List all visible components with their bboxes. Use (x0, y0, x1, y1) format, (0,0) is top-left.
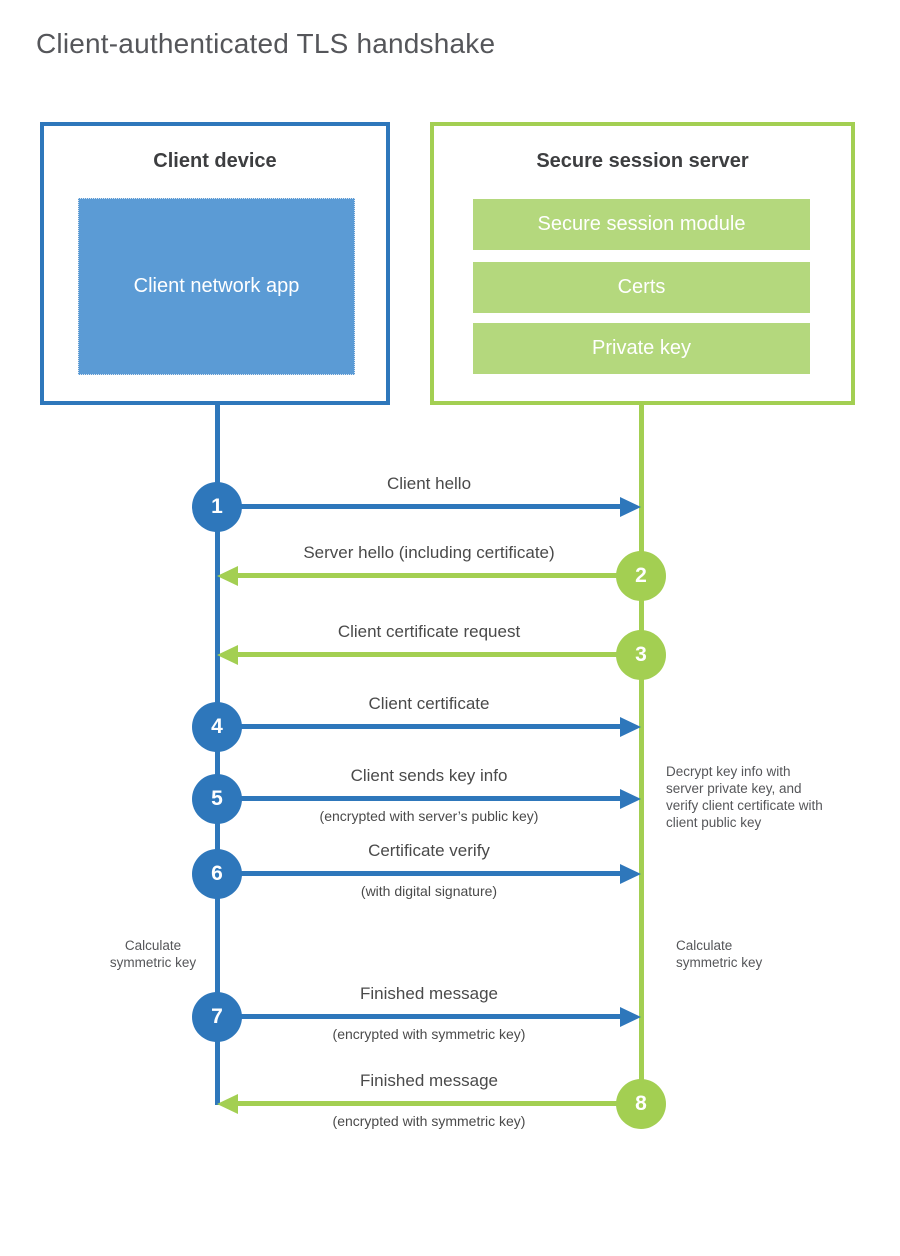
private-key-bar: Private key (473, 323, 810, 374)
arrow-shaft (218, 796, 625, 801)
arrow-head-icon (620, 1007, 641, 1027)
step-number-badge: 5 (192, 774, 242, 824)
message-label: Server hello (including certificate) (303, 543, 555, 562)
client-network-app-box (78, 198, 355, 375)
page-title: Client-authenticated TLS handshake (36, 28, 496, 59)
message-arrow (218, 789, 640, 809)
arrow-shaft (218, 724, 625, 729)
arrow-shaft (233, 652, 640, 657)
arrow-shaft (233, 573, 640, 578)
step-number-badge: 3 (616, 630, 666, 680)
message-arrow (218, 645, 640, 665)
message-label: Client sends key info (350, 766, 508, 785)
message-label: Client hello (386, 474, 472, 493)
client-device-heading: Client device (153, 150, 277, 172)
step-number-badge: 7 (192, 992, 242, 1042)
message-arrow (218, 864, 640, 884)
step-number-badge: 4 (192, 702, 242, 752)
calculate-symmetric-key-client: Calculate symmetric key (109, 938, 197, 970)
arrow-head-icon (620, 497, 641, 517)
message-label: Finished message (360, 1071, 498, 1090)
arrow-shaft (233, 1101, 640, 1106)
message-label: Certificate verify (368, 841, 490, 860)
message-label: Client certificate request (337, 622, 521, 641)
step-number-badge: 6 (192, 849, 242, 899)
step-number-badge: 1 (192, 482, 242, 532)
calculate-symmetric-key-server: Calculate symmetric key (676, 938, 763, 970)
arrow-shaft (218, 871, 625, 876)
secure-session-module-bar: Secure session module (473, 199, 810, 250)
client-device-box (40, 122, 390, 405)
secure-session-server-heading: Secure session server (536, 150, 749, 172)
client-network-app-label: Client network app (133, 275, 300, 297)
message-arrow (218, 1007, 640, 1027)
message-arrow (218, 566, 640, 586)
arrow-shaft (218, 1014, 625, 1019)
message-label: Client certificate (368, 694, 490, 713)
certs-bar: Certs (473, 262, 810, 313)
message-arrow (218, 717, 640, 737)
arrow-head-icon (217, 566, 238, 586)
message-sublabel: (encrypted with symmetric key) (332, 1026, 526, 1042)
message-sublabel: (with digital signature) (360, 883, 498, 899)
arrow-head-icon (620, 717, 641, 737)
message-sublabel: (encrypted with symmetric key) (332, 1113, 526, 1129)
message-label: Finished message (360, 984, 498, 1003)
arrow-head-icon (217, 645, 238, 665)
message-arrow (218, 497, 640, 517)
arrow-head-icon (620, 864, 641, 884)
arrow-head-icon (217, 1094, 238, 1114)
decrypt-note: Decrypt key info with server private key, and verify client certificate with client public key (666, 764, 823, 830)
message-sublabel: (encrypted with server’s public key) (319, 808, 539, 824)
step-number-badge: 8 (616, 1079, 666, 1129)
step-number-badge: 2 (616, 551, 666, 601)
message-arrow (218, 1094, 640, 1114)
secure-session-server-box (430, 122, 855, 405)
arrow-shaft (218, 504, 625, 509)
arrow-head-icon (620, 789, 641, 809)
